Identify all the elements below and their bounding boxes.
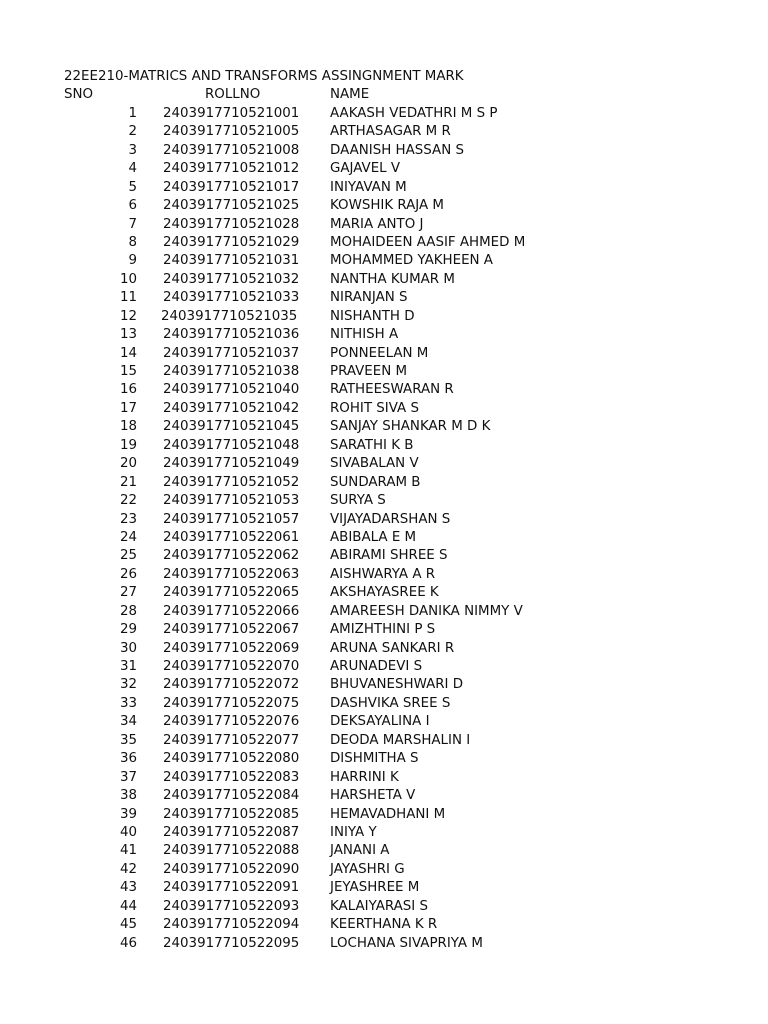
rollno-cell: 2403917710521031 [163, 253, 300, 269]
table-row [0, 492, 768, 510]
rollno-cell: 2403917710521057 [163, 511, 300, 527]
rollno-cell: 2403917710521017 [163, 179, 300, 195]
name-cell: ARUNADEVI S [330, 659, 423, 674]
sno-cell: 38 [119, 788, 137, 804]
sno-cell: 42 [119, 861, 137, 877]
header-row [0, 86, 768, 104]
table-row [0, 584, 768, 602]
name-cell: HARSHETA V [330, 788, 416, 804]
table-row [0, 363, 768, 381]
sno-cell: 36 [119, 751, 137, 767]
name-cell: BHUVANESHWARI D [330, 677, 464, 693]
name-cell: INIYAVAN M [330, 179, 407, 195]
rollno-cell: 2403917710521036 [163, 327, 300, 343]
sno-cell: 18 [119, 419, 137, 435]
table-row [0, 418, 768, 436]
name-cell: NISHANTH D [330, 308, 415, 324]
sno-cell: 44 [119, 898, 137, 914]
sno-cell: 23 [119, 511, 137, 527]
table-row [0, 326, 768, 344]
table-row [0, 197, 768, 215]
sno-cell: 2 [128, 124, 137, 140]
name-cell: MOHAMMED YAKHEEN A [330, 253, 493, 269]
name-cell: KALAIYARASI S [330, 898, 429, 914]
sno-cell: 10 [119, 271, 137, 287]
table-row [0, 437, 768, 455]
rollno-cell: 2403917710522075 [163, 695, 300, 711]
name-cell: VIJAYADARSHAN S [330, 511, 451, 527]
table-row [0, 345, 768, 363]
sno-cell: 24 [119, 529, 137, 545]
sno-cell: 41 [119, 843, 137, 859]
name-cell: SIVABALAN V [330, 456, 419, 472]
sno-cell: 1 [128, 105, 137, 121]
sno-cell: 19 [119, 437, 137, 453]
sno-cell: 45 [119, 917, 137, 933]
name-cell: AKSHAYASREE K [330, 585, 439, 601]
table-row [0, 455, 768, 473]
name-cell: DEODA MARSHALIN I [330, 732, 471, 748]
name-cell: MOHAIDEEN AASIF AHMED M [330, 234, 526, 250]
sno-cell: 31 [119, 659, 137, 674]
table-row [0, 861, 768, 879]
table-row [0, 123, 768, 141]
rollno-cell: 2403917710522070 [163, 659, 300, 674]
name-cell: ARTHASAGAR M R [330, 124, 451, 140]
rollno-cell: 2403917710522063 [163, 566, 300, 582]
table-row [0, 695, 768, 713]
rollno-cell: 2403917710521035 [161, 308, 298, 324]
table-row [0, 289, 768, 307]
sno-cell: 22 [119, 493, 137, 509]
sno-cell: 37 [119, 769, 137, 785]
rollno-cell: 2403917710522062 [163, 548, 300, 564]
name-cell: SARATHI K B [330, 437, 414, 453]
column-header-rollno: ROLLNO [205, 87, 261, 103]
name-cell: SANJAY SHANKAR M D K [330, 419, 491, 435]
name-cell: NITHISH A [330, 327, 399, 343]
sno-cell: 6 [128, 198, 137, 214]
sno-cell: 14 [119, 345, 137, 361]
student-rows [0, 105, 768, 953]
name-cell: PRAVEEN M [330, 364, 408, 379]
table-row [0, 750, 768, 768]
sno-cell: 15 [119, 364, 137, 379]
name-cell: AAKASH VEDATHRI M S P [330, 105, 498, 121]
name-cell: DASHVIKA SREE S [330, 695, 451, 711]
sno-cell: 35 [119, 732, 137, 748]
name-cell: DAANISH HASSAN S [330, 142, 464, 158]
sno-cell: 29 [119, 622, 137, 638]
name-cell: PONNEELAN M [330, 345, 429, 361]
name-cell: ARUNA SANKARI R [330, 640, 455, 656]
table-row [0, 252, 768, 270]
sno-cell: 12 [119, 308, 137, 324]
rollno-cell: 2403917710521048 [163, 437, 300, 453]
sno-cell: 25 [119, 548, 137, 564]
column-header-name: NAME [330, 87, 370, 103]
table-row [0, 105, 768, 123]
sno-cell: 32 [119, 677, 137, 693]
name-cell: ROHIT SIVA S [330, 400, 419, 416]
table-row [0, 400, 768, 418]
table-row [0, 547, 768, 565]
name-cell: AMAREESH DANIKA NIMMY V [330, 603, 523, 619]
name-cell: DEKSAYALINA I [330, 714, 430, 730]
sno-cell: 46 [119, 935, 137, 951]
sno-cell: 20 [119, 456, 137, 472]
table-row [0, 216, 768, 234]
mark-sheet [0, 68, 768, 953]
rollno-cell: 2403917710521012 [163, 161, 300, 177]
name-cell: MARIA ANTO J [330, 216, 424, 232]
sno-cell: 4 [128, 161, 137, 177]
rollno-cell: 2403917710522067 [163, 622, 300, 638]
rollno-cell: 2403917710521032 [163, 271, 300, 287]
name-cell: ABIRAMI SHREE S [330, 548, 448, 564]
table-row [0, 566, 768, 584]
rollno-cell: 2403917710522072 [163, 677, 300, 693]
sno-cell: 28 [119, 603, 137, 619]
name-cell: NANTHA KUMAR M [330, 271, 455, 287]
table-row [0, 603, 768, 621]
table-row [0, 806, 768, 824]
rollno-cell: 2403917710521045 [163, 419, 300, 435]
sno-cell: 33 [119, 695, 137, 711]
rollno-cell: 2403917710521033 [163, 290, 300, 306]
table-row [0, 160, 768, 178]
column-header-sno: SNO [64, 87, 94, 103]
rollno-cell: 2403917710522080 [163, 751, 300, 767]
name-cell: RATHEESWARAN R [330, 382, 454, 398]
rollno-cell: 2403917710522083 [163, 769, 300, 785]
rollno-cell: 2403917710522077 [163, 732, 300, 748]
sno-cell: 30 [119, 640, 137, 656]
table-row [0, 787, 768, 805]
rollno-cell: 2403917710521049 [163, 456, 300, 472]
rollno-cell: 2403917710522093 [163, 898, 300, 914]
table-row [0, 935, 768, 953]
table-row [0, 381, 768, 399]
table-row [0, 474, 768, 492]
name-cell: JAYASHRI G [330, 861, 405, 877]
table-row [0, 640, 768, 658]
rollno-cell: 2403917710521028 [163, 216, 300, 232]
sno-cell: 5 [128, 179, 137, 195]
name-cell: JANANI A [330, 843, 390, 859]
table-row [0, 769, 768, 787]
rollno-cell: 2403917710522094 [163, 917, 300, 933]
sno-cell: 8 [128, 234, 137, 250]
name-cell: JEYASHREE M [330, 880, 420, 896]
name-cell: HARRINI K [330, 769, 399, 785]
rollno-cell: 2403917710521025 [163, 198, 300, 214]
rollno-cell: 2403917710522061 [163, 529, 300, 545]
rollno-cell: 2403917710522090 [163, 861, 300, 877]
rollno-cell: 2403917710522069 [163, 640, 300, 656]
rollno-cell: 2403917710521005 [163, 124, 300, 140]
sheet-title: 22EE210-MATRICS AND TRANSFORMS ASSINGNMENT MARK [64, 69, 464, 84]
sno-cell: 34 [119, 714, 137, 730]
title-row [0, 68, 768, 86]
rollno-cell: 2403917710522091 [163, 880, 300, 896]
rollno-cell: 2403917710521053 [163, 493, 300, 509]
name-cell: AMIZHTHINI P S [330, 622, 436, 638]
table-row [0, 732, 768, 750]
table-row [0, 271, 768, 289]
sno-cell: 26 [119, 566, 137, 582]
table-row [0, 879, 768, 897]
table-row [0, 179, 768, 197]
table-row [0, 511, 768, 529]
sno-cell: 40 [119, 824, 137, 840]
sno-cell: 7 [128, 216, 137, 232]
name-cell: GAJAVEL V [330, 161, 401, 177]
sno-cell: 9 [128, 253, 137, 269]
table-row [0, 234, 768, 252]
rollno-cell: 2403917710522066 [163, 603, 300, 619]
name-cell: NIRANJAN S [330, 290, 408, 306]
name-cell: KEERTHANA K R [330, 917, 438, 933]
rollno-cell: 2403917710522087 [163, 824, 300, 840]
table-row [0, 142, 768, 160]
rollno-cell: 2403917710522088 [163, 843, 300, 859]
table-row [0, 676, 768, 694]
rollno-cell: 2403917710521037 [163, 345, 300, 361]
name-cell: AISHWARYA A R [330, 566, 436, 582]
rollno-cell: 2403917710522085 [163, 806, 300, 822]
table-row [0, 713, 768, 731]
rollno-cell: 2403917710521038 [163, 364, 300, 379]
rollno-cell: 2403917710522076 [163, 714, 300, 730]
sno-cell: 39 [119, 806, 137, 822]
sno-cell: 17 [119, 400, 137, 416]
sno-cell: 16 [119, 382, 137, 398]
name-cell: INIYA Y [330, 824, 377, 840]
sno-cell: 3 [128, 142, 137, 158]
table-row [0, 898, 768, 916]
rollno-cell: 2403917710522095 [163, 935, 300, 951]
rollno-cell: 2403917710521029 [163, 234, 300, 250]
table-row [0, 658, 768, 676]
name-cell: KOWSHIK RAJA M [330, 198, 444, 214]
rollno-cell: 2403917710521008 [163, 142, 300, 158]
rollno-cell: 2403917710521052 [163, 474, 300, 490]
table-row [0, 308, 768, 326]
table-row [0, 842, 768, 860]
rollno-cell: 2403917710522084 [163, 788, 300, 804]
table-row [0, 529, 768, 547]
name-cell: SUNDARAM B [330, 474, 421, 490]
name-cell: DISHMITHA S [330, 751, 419, 767]
rollno-cell: 2403917710521040 [163, 382, 300, 398]
rollno-cell: 2403917710522065 [163, 585, 300, 601]
name-cell: SURYA S [330, 493, 386, 509]
sno-cell: 21 [119, 474, 137, 490]
name-cell: LOCHANA SIVAPRIYA M [330, 935, 483, 951]
table-row [0, 621, 768, 639]
sno-cell: 27 [119, 585, 137, 601]
rollno-cell: 2403917710521001 [163, 105, 300, 121]
table-row [0, 916, 768, 934]
sno-cell: 43 [119, 880, 137, 896]
table-row [0, 824, 768, 842]
sno-cell: 11 [119, 290, 137, 306]
name-cell: HEMAVADHANI M [330, 806, 446, 822]
name-cell: ABIBALA E M [330, 529, 417, 545]
sno-cell: 13 [119, 327, 137, 343]
rollno-cell: 2403917710521042 [163, 400, 300, 416]
